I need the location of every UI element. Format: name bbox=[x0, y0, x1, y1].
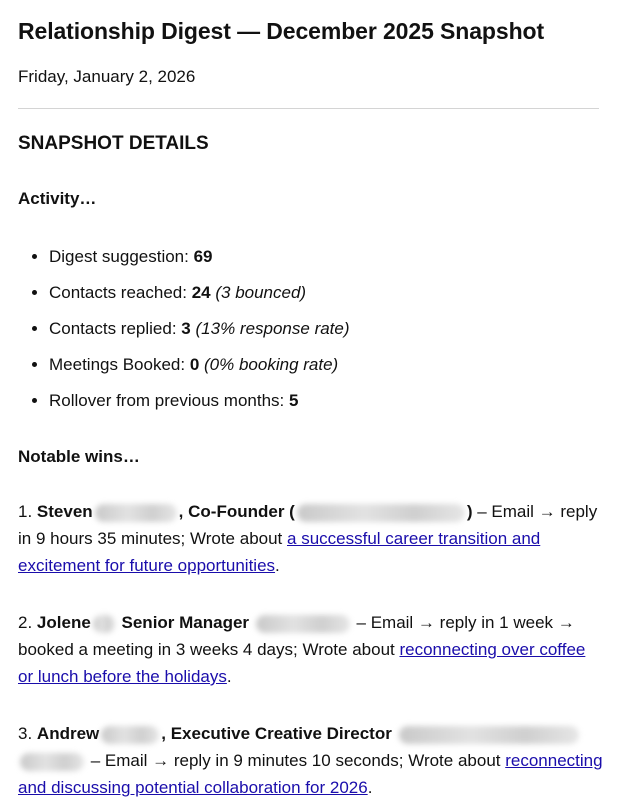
notable-wins-label: Notable wins… bbox=[18, 447, 140, 466]
redacted-surname bbox=[101, 726, 159, 744]
contact-name: Andrew bbox=[36, 724, 100, 743]
snapshot-heading: SNAPSHOT DETAILS bbox=[18, 133, 209, 154]
win-item-3: 3. Andrew , Executive Creative Director – Email → reply in 9 minutes 10 seconds; Wrote about reconnecting and discussing potential collaboration for 2026. bbox=[18, 724, 603, 797]
metric-value: 69 bbox=[193, 247, 213, 266]
metric-rollover: • Rollover from previous months: 5 bbox=[49, 390, 599, 412]
metric-value: 24 bbox=[191, 283, 211, 302]
digest-date: Friday, January 2, 2026 bbox=[18, 67, 196, 86]
redacted-company-cont bbox=[20, 753, 84, 771]
redacted-company bbox=[399, 726, 579, 744]
redacted-surname bbox=[93, 615, 115, 633]
metric-note: (13% response rate) bbox=[195, 319, 350, 338]
metric-contacts-replied: • Contacts replied: 3 (13% response rate) bbox=[49, 318, 599, 340]
redacted-company bbox=[297, 504, 465, 522]
redacted-company bbox=[256, 615, 350, 633]
win-topic-link[interactable]: reconnecting and discussing potential collaboration for 2026 bbox=[18, 751, 603, 797]
contact-role: , Co-Founder ( bbox=[178, 502, 295, 521]
win-topic-link[interactable]: reconnecting over coffee or lunch before the holidays bbox=[18, 640, 586, 686]
metric-value: 0 bbox=[189, 355, 200, 374]
divider bbox=[18, 108, 599, 109]
redacted-surname bbox=[95, 504, 177, 522]
activity-label: Activity… bbox=[18, 189, 97, 208]
metric-contacts-reached: • Contacts reached: 24 (3 bounced) bbox=[49, 282, 599, 304]
metric-note: (3 bounced) bbox=[215, 283, 307, 302]
win-item-1: 1. Steven , Co-Founder ( ) – Email → reply in 9 hours 35 minutes; Wrote about a successful career transition and excitement for future opportunities. bbox=[18, 502, 598, 575]
metric-value: 3 bbox=[181, 319, 191, 338]
contact-name: Jolene bbox=[36, 613, 91, 632]
page-title: Relationship Digest — December 2025 Snapshot bbox=[18, 18, 545, 44]
metric-note: (0% booking rate) bbox=[204, 355, 339, 374]
activity-metrics-list bbox=[18, 246, 599, 412]
metric-digest-suggestion: • Digest suggestion: 69 bbox=[49, 246, 599, 268]
contact-name: Steven bbox=[36, 502, 93, 521]
metric-meetings-booked: • Meetings Booked: 0 (0% booking rate) bbox=[49, 354, 599, 376]
contact-role: Senior Manager bbox=[121, 613, 250, 632]
metric-value: 5 bbox=[288, 391, 299, 410]
win-topic-link[interactable]: a successful career transition and excitement for future opportunities bbox=[18, 529, 541, 575]
win-item-2: 2. Jolene Senior Manager – Email → reply in 1 week → booked a meeting in 3 weeks 4 days; Wrote about reconnecting over coffee or lunch before the holidays. bbox=[18, 613, 586, 686]
contact-role: , Executive Creative Director bbox=[161, 724, 392, 743]
